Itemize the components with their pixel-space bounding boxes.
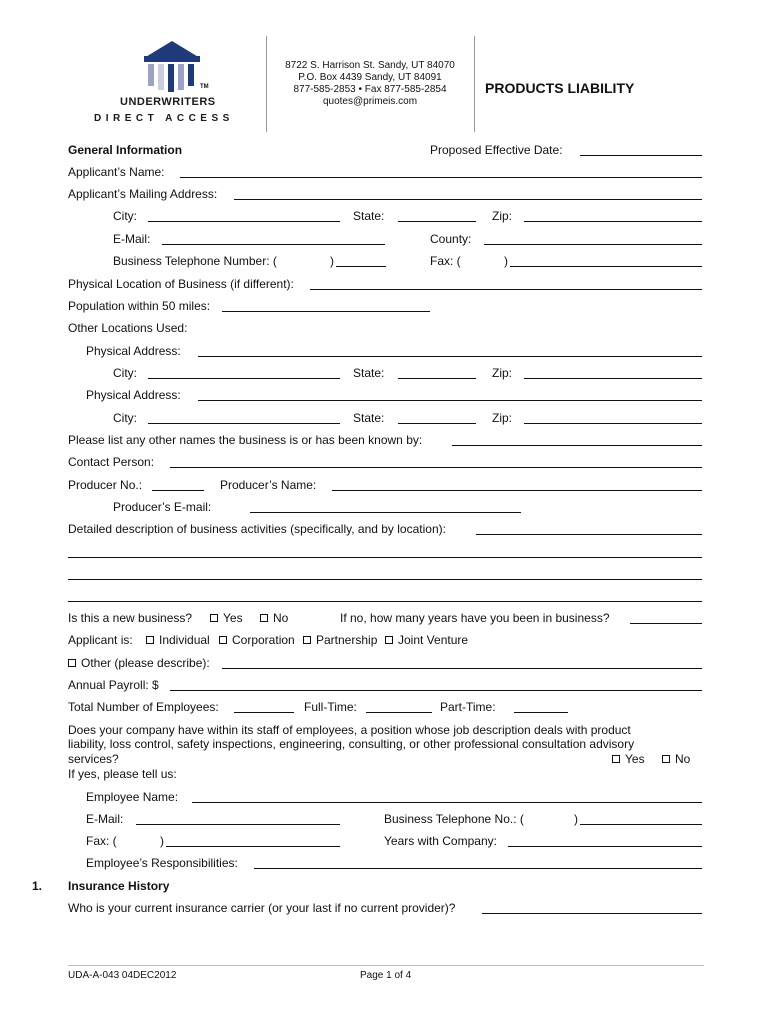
footer-rule	[68, 965, 704, 966]
address-line-3: 877-585-2853 • Fax 877-585-2854	[293, 84, 447, 95]
logo-building-icon	[92, 38, 252, 98]
joint-venture-option[interactable]	[385, 633, 468, 647]
other-describe-field[interactable]	[222, 668, 702, 669]
staff-question-line-2: liability, loss control, safety inspections, engineering, consulting, or other professional consultation advisory	[68, 737, 635, 751]
city-3-field[interactable]	[148, 423, 340, 424]
logo-brand-bottom: DIRECT ACCESS	[94, 113, 234, 124]
fax-paren: )	[504, 254, 508, 268]
logo-brand-top: UNDERWRITERS	[120, 96, 216, 108]
checkbox-icon	[260, 614, 268, 622]
if-yes-label: If yes, please tell us:	[68, 767, 177, 781]
description-field-1[interactable]	[476, 534, 702, 535]
emp-phone-label: Business Telephone No.: (	[384, 812, 524, 826]
applicant-name-field[interactable]	[180, 177, 702, 178]
full-time-label: Full-Time:	[304, 700, 357, 714]
address-block	[272, 60, 468, 108]
email-field[interactable]	[162, 244, 385, 245]
city-field[interactable]	[148, 221, 340, 222]
contact-person-label: Contact Person:	[68, 455, 155, 469]
zip-3-field[interactable]	[524, 423, 702, 424]
applicant-is-label: Applicant is:	[68, 633, 133, 647]
part-time-field[interactable]	[514, 712, 568, 713]
page-number: Page 1 of 4	[360, 970, 412, 981]
emp-fax-label: Fax: (	[86, 834, 117, 848]
annual-payroll-label: Annual Payroll: $	[68, 678, 159, 692]
staff-question-line-3: services?	[68, 752, 119, 766]
producer-name-field[interactable]	[332, 490, 702, 491]
physical-address-1-field[interactable]	[198, 356, 702, 357]
state-field[interactable]	[398, 221, 476, 222]
other-names-label: Please list any other names the business is or has been known by:	[68, 433, 423, 447]
physical-location-field[interactable]	[310, 289, 702, 290]
physical-address-2-label: Physical Address:	[86, 388, 181, 402]
checkbox-icon	[146, 636, 154, 644]
emp-phone-field[interactable]	[580, 824, 702, 825]
physical-address-1-label: Physical Address:	[86, 344, 181, 358]
county-field[interactable]	[484, 244, 702, 245]
responsibilities-label: Employee’s Responsibilities:	[86, 856, 238, 870]
logo-tm: TM	[200, 84, 209, 90]
producer-email-label: Producer’s E-mail:	[113, 500, 212, 514]
full-time-field[interactable]	[366, 712, 432, 713]
proposed-date-field[interactable]	[580, 155, 702, 156]
city-2-field[interactable]	[148, 378, 340, 379]
state-2-label: State:	[353, 366, 385, 380]
other-locations-label: Other Locations Used:	[68, 321, 188, 335]
checkbox-icon	[385, 636, 393, 644]
emp-email-label: E-Mail:	[86, 812, 124, 826]
carrier-question-label: Who is your current insurance carrier (or your last if no current provider)?	[68, 901, 456, 915]
zip-3-label: Zip:	[492, 411, 513, 425]
zip-2-label: Zip:	[492, 366, 513, 380]
city-label: City:	[113, 209, 137, 223]
partnership-option[interactable]	[303, 633, 377, 647]
producer-no-field[interactable]	[152, 490, 204, 491]
description-label: Detailed description of business activities (specifically, and by location):	[68, 522, 446, 536]
zip-2-field[interactable]	[524, 378, 702, 379]
insurance-number: 1.	[32, 879, 43, 893]
corporation-label: Corporation	[232, 633, 295, 647]
other-label: Other (please describe):	[81, 656, 210, 670]
address-line-4: quotes@primeis.com	[322, 96, 418, 107]
description-field-2[interactable]	[68, 557, 702, 558]
checkbox-icon	[612, 755, 620, 763]
other-option[interactable]	[68, 656, 210, 670]
checkbox-icon	[68, 659, 76, 667]
employee-name-field[interactable]	[192, 802, 702, 803]
document-title: PRODUCTS LIABILITY	[485, 80, 635, 96]
carrier-field[interactable]	[482, 913, 702, 914]
years-in-business-label: If no, how many years have you been in business?	[340, 611, 610, 625]
staff-question-line-1: Does your company have within its staff of employees, a position whose job description deals with product	[68, 723, 631, 737]
emp-phone-paren: )	[574, 812, 578, 826]
mailing-address-label: Applicant’s Mailing Address:	[68, 187, 218, 201]
staff-no[interactable]	[662, 752, 690, 766]
description-field-4[interactable]	[68, 601, 702, 602]
header-divider-right	[474, 36, 475, 132]
insurance-heading: Insurance History	[68, 879, 170, 893]
producer-email-field[interactable]	[250, 512, 521, 513]
checkbox-icon	[662, 755, 670, 763]
fax-label: Fax: (	[430, 254, 461, 268]
state-3-label: State:	[353, 411, 385, 425]
staff-yes[interactable]	[612, 752, 645, 766]
address-line-1: 8722 S. Harrison St. Sandy, UT 84070	[285, 60, 455, 71]
population-field[interactable]	[222, 311, 430, 312]
other-names-field[interactable]	[452, 445, 702, 446]
emp-fax-paren: )	[160, 834, 164, 848]
total-employees-field[interactable]	[234, 712, 294, 713]
checkbox-icon	[210, 614, 218, 622]
new-business-label: Is this a new business?	[68, 611, 193, 625]
business-phone-field[interactable]	[336, 266, 386, 267]
checkbox-icon	[303, 636, 311, 644]
proposed-date-label: Proposed Effective Date:	[430, 143, 563, 157]
no-label: No	[273, 611, 289, 625]
applicant-name-label: Applicant’s Name:	[68, 165, 165, 179]
producer-no-label: Producer No.:	[68, 478, 143, 492]
fax-field[interactable]	[510, 266, 702, 267]
zip-label: Zip:	[492, 209, 513, 223]
business-phone-label: Business Telephone Number: (	[113, 254, 277, 268]
yes-label: Yes	[625, 752, 645, 766]
employee-name-label: Employee Name:	[86, 790, 179, 804]
contact-person-field[interactable]	[170, 467, 702, 468]
business-phone-paren: )	[330, 254, 334, 268]
corporation-option[interactable]	[219, 633, 295, 647]
physical-address-2-field[interactable]	[198, 400, 702, 401]
new-business-no[interactable]	[260, 611, 288, 625]
city-3-label: City:	[113, 411, 137, 425]
city-2-label: City:	[113, 366, 137, 380]
yes-label: Yes	[223, 611, 243, 625]
years-with-company-field[interactable]	[508, 846, 702, 847]
description-field-3[interactable]	[68, 579, 702, 580]
individual-label: Individual	[159, 633, 210, 647]
general-info-heading: General Information	[68, 143, 183, 157]
population-label: Population within 50 miles:	[68, 299, 211, 313]
zip-field[interactable]	[524, 221, 702, 222]
emp-fax-field[interactable]	[166, 846, 340, 847]
years-with-company-label: Years with Company:	[384, 834, 497, 848]
state-label: State:	[353, 209, 385, 223]
no-label: No	[675, 752, 691, 766]
checkbox-icon	[219, 636, 227, 644]
state-3-field[interactable]	[398, 423, 476, 424]
total-employees-label: Total Number of Employees:	[68, 700, 219, 714]
mailing-address-field[interactable]	[234, 199, 702, 200]
new-business-yes[interactable]	[210, 611, 243, 625]
logo	[92, 38, 252, 130]
partnership-label: Partnership	[316, 633, 378, 647]
address-line-2: P.O. Box 4439 Sandy, UT 84091	[298, 72, 442, 83]
county-label: County:	[430, 232, 472, 246]
header-divider-left	[266, 36, 267, 132]
responsibilities-field[interactable]	[254, 868, 702, 869]
physical-location-label: Physical Location of Business (if different):	[68, 277, 294, 291]
joint-venture-label: Joint Venture	[398, 633, 469, 647]
state-2-field[interactable]	[398, 378, 476, 379]
email-label: E-Mail:	[113, 232, 151, 246]
producer-name-label: Producer’s Name:	[220, 478, 317, 492]
annual-payroll-field[interactable]	[170, 690, 702, 691]
part-time-label: Part-Time:	[440, 700, 496, 714]
individual-option[interactable]	[146, 633, 210, 647]
emp-email-field[interactable]	[136, 824, 340, 825]
form-id: UDA-A-043 04DEC2012	[68, 970, 177, 981]
years-in-business-field[interactable]	[630, 623, 702, 624]
